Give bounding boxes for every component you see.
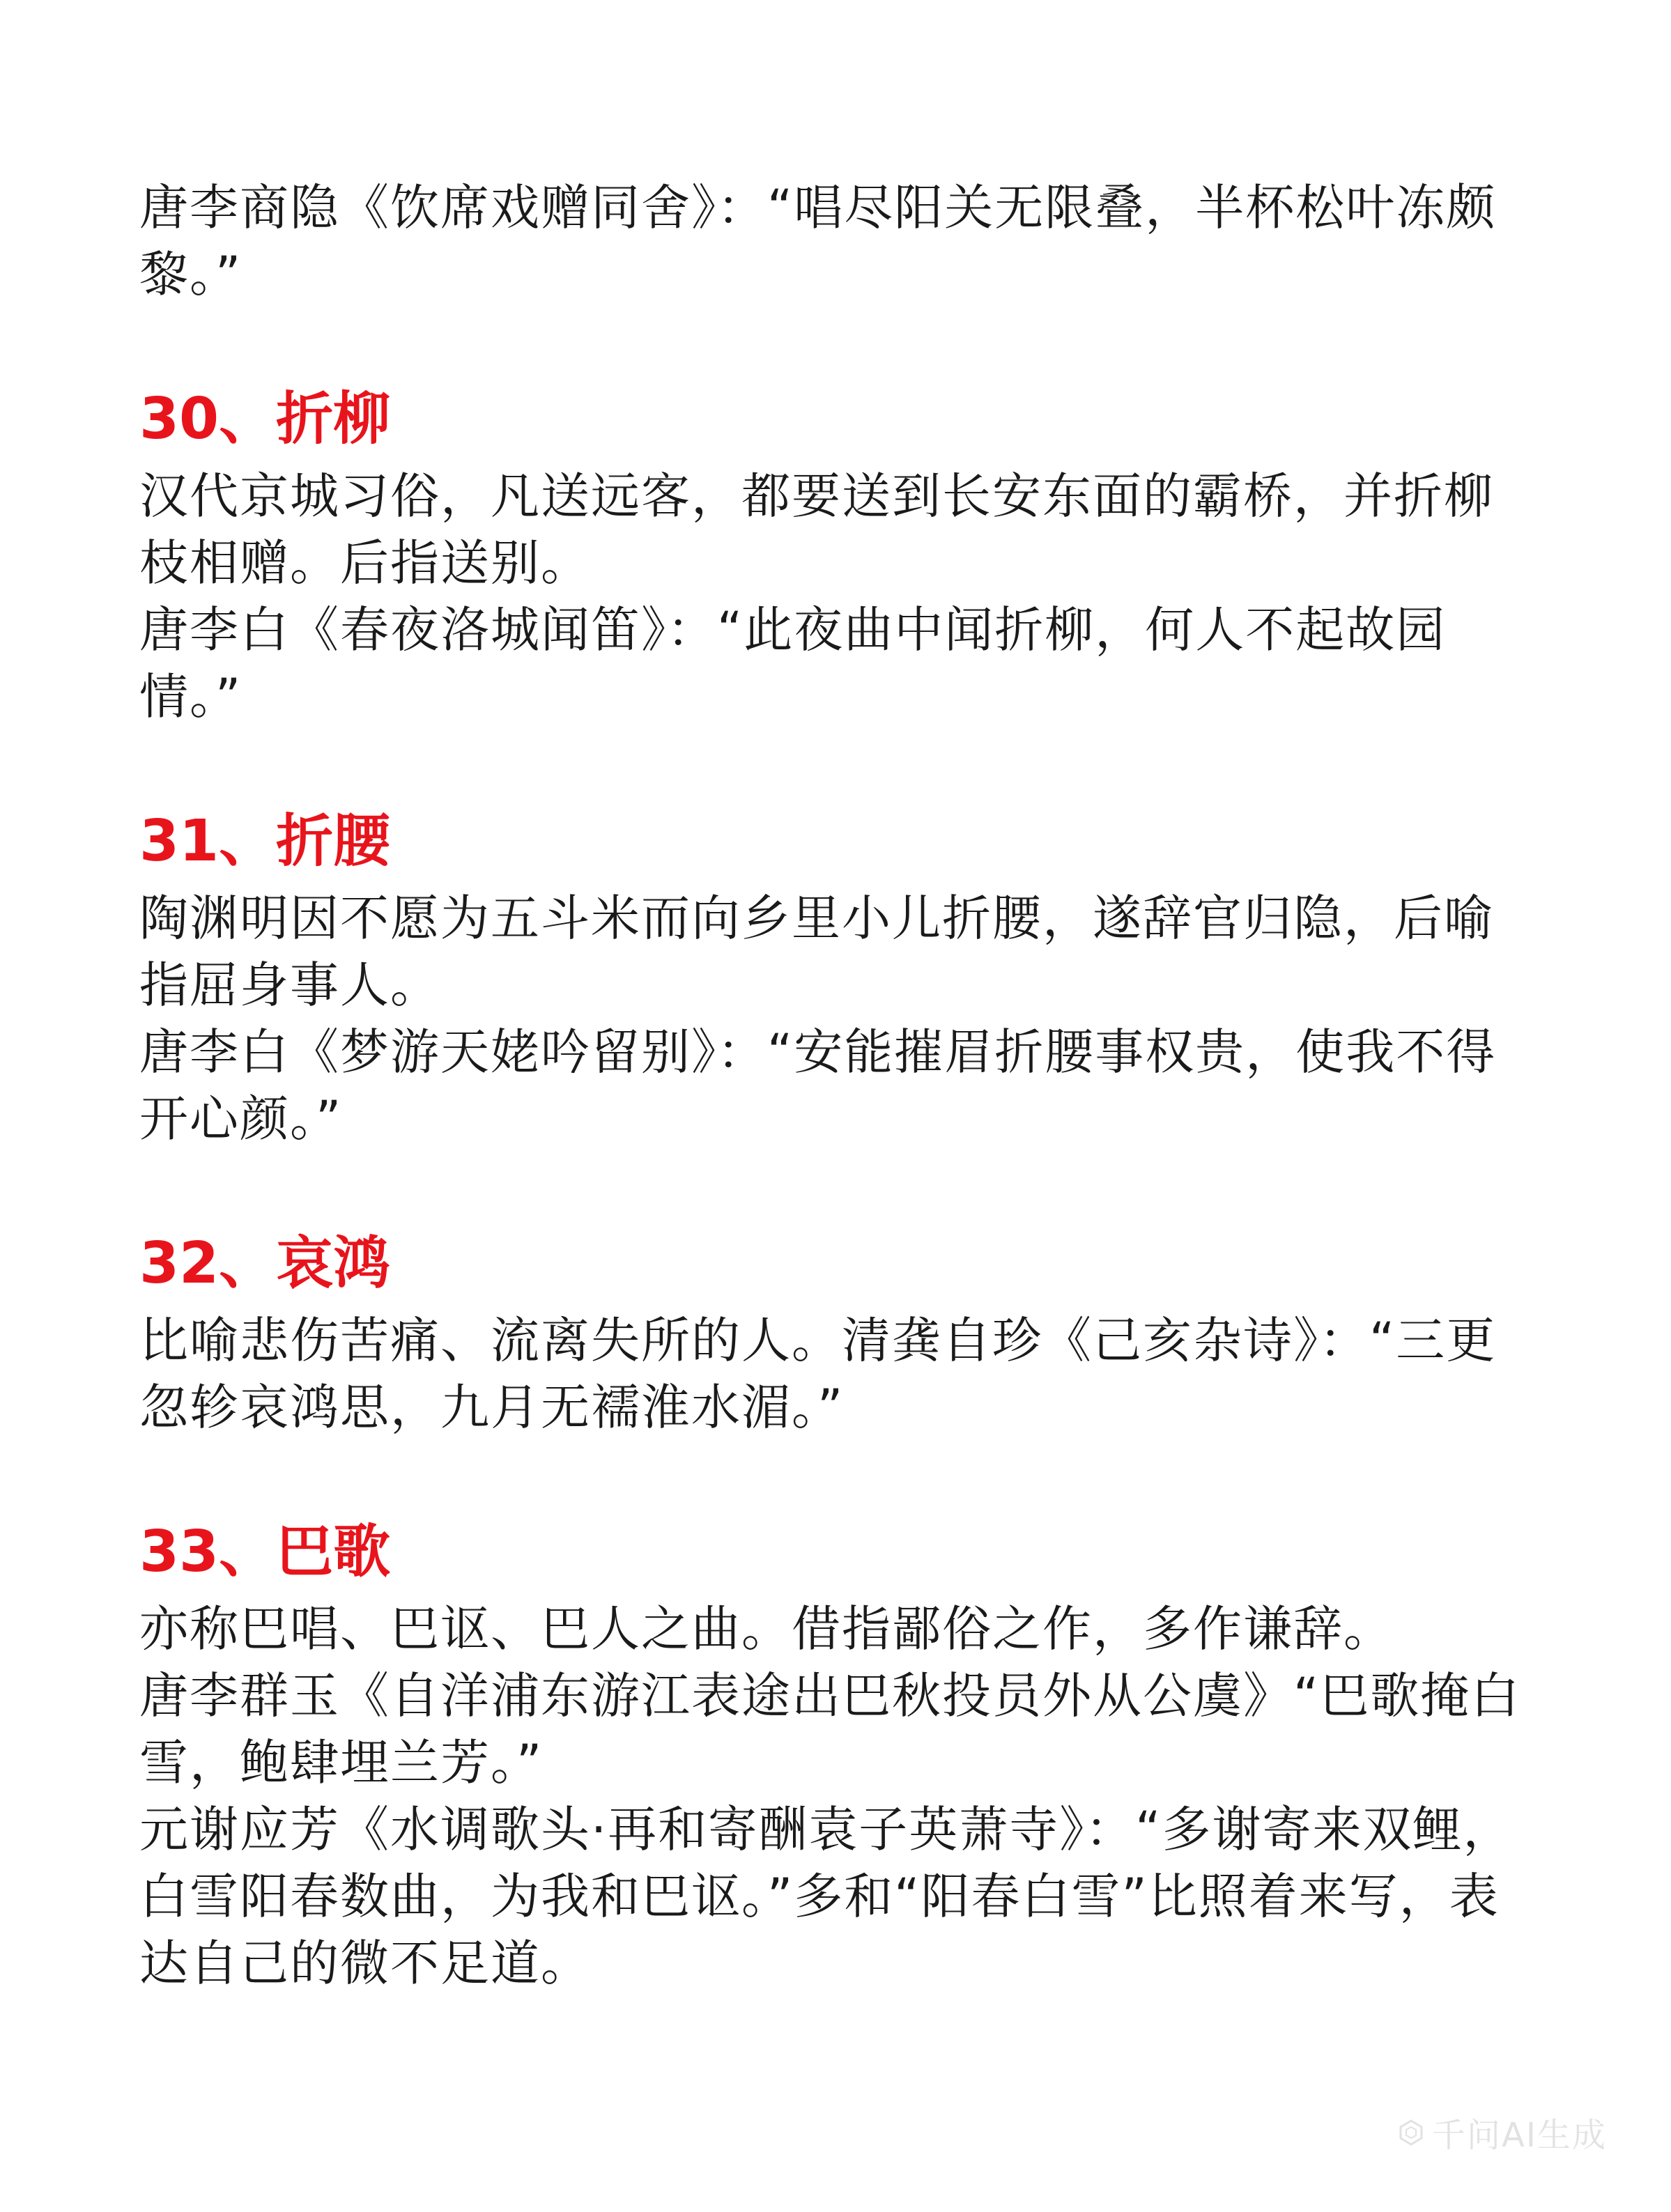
ai-watermark bbox=[1397, 2108, 1607, 2156]
section-heading-30: 30、折柳 bbox=[139, 386, 391, 452]
section-33-line-3: 元谢应芳《水调歌头·再和寄酬袁子英萧寺》：“多谢寄来双鲤，白雪阳春数曲，为我和巴讴。”多和“阳春白雪”比照着来写，表达自己的微不足道。 bbox=[139, 1801, 1514, 1992]
section-heading-31: 31、折腰 bbox=[139, 808, 391, 874]
qianwen-logo-icon bbox=[1397, 2119, 1425, 2147]
section-heading-33: 33、巴歌 bbox=[139, 1519, 391, 1585]
section-32-line-1: 比喻悲伤苦痛、流离失所的人。清龚自珍《己亥杂诗》：“三更忽轸哀鸿思，九月无襦淮水湄。” bbox=[139, 1312, 1497, 1436]
section-33-line-2: 唐李群玉《自洋浦东游江表途出巴秋投员外从公虞》“巴歌掩白雪，鲍肆埋兰芳。” bbox=[139, 1667, 1521, 1791]
document-body bbox=[139, 174, 1533, 1997]
section-31-line-2: 唐李白《梦游天姥吟留别》：“安能摧眉折腰事权贵，使我不得开心颜。” bbox=[139, 1023, 1497, 1147]
section-30-line-2: 唐李白《春夜洛城闻笛》：“此夜曲中闻折柳，何人不起故园情。” bbox=[139, 601, 1447, 725]
section-31-line-1: 陶渊明因不愿为五斗米而向乡里小儿折腰，遂辞官归隐，后喻指屈身事人。 bbox=[139, 890, 1494, 1014]
intro-line: 唐李商隐《饮席戏赠同舍》：“唱尽阳关无限叠，半杯松叶冻颇黎。” bbox=[139, 179, 1497, 303]
section-33-line-1: 亦称巴唱、巴讴、巴人之曲。借指鄙俗之作，多作谦辞。 bbox=[139, 1600, 1394, 1657]
section-30-line-1: 汉代京城习俗，凡送远客，都要送到长安东面的霸桥，并折柳枝相赠。后指送别。 bbox=[139, 467, 1494, 591]
section-heading-32: 32、哀鸿 bbox=[139, 1230, 391, 1297]
watermark-text: 千问AI生成 bbox=[1432, 2116, 1607, 2155]
